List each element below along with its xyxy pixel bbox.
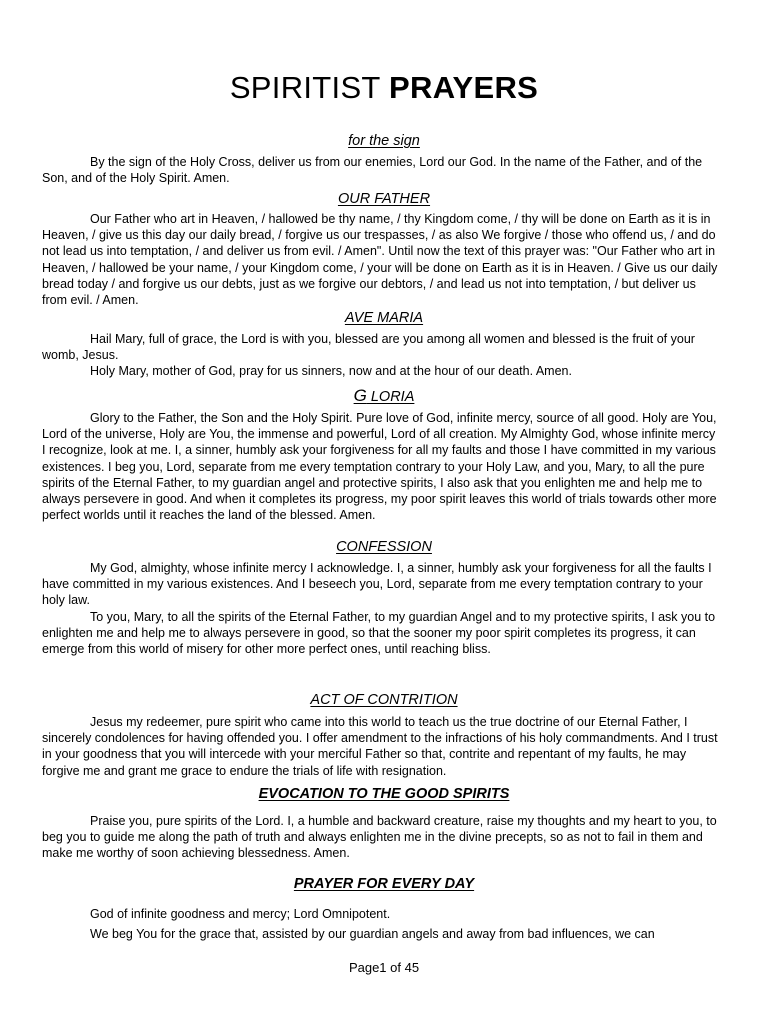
paragraph-text: Glory to the Father, the Son and the Holy Spirit. Pure love of God, infinite mercy, source of all good. Holy are You, Lord of the universe, Holy are You, the immense and powerful, Lord of all creation. My Almighty God, whose infinite mercy I recognize, look at me. I, a sinner, humbly ask your forgiveness for all my faults and those I have committed in my various existences. I beg you, Lord, separate from me every temptation contrary to your Holy Law, and you, Mary, to all the pure spirits of the Eternal Father, to my guardian angel and protective spirits, I also ask that you enlighten me and help me to always persevere in good. And when it completes its progress, my poor spirit leaves this world of trials towards other more perfect worlds until it reaches the land of the blessed. Amen. <box>42 411 717 523</box>
paragraph-text: Hail Mary, full of grace, the Lord is with you, blessed are you among all women and blessed is the fruit of your womb, Jesus. <box>42 332 695 363</box>
heading-rest: LORIA <box>366 389 415 405</box>
paragraph-text: My God, almighty, whose infinite mercy I acknowledge. I, a sinner, humbly ask your forgiveness for all the faults I have committed in my various existences. And I beseech you, Lord, separate from me every temptation contrary to your holy law. <box>42 561 712 608</box>
heading-initial: G <box>353 386 367 405</box>
paragraph-gloria <box>42 410 720 523</box>
heading-gloria <box>0 386 768 406</box>
paragraph-contrition <box>42 714 720 779</box>
paragraph-text: Jesus my redeemer, pure spirit who came into this world to teach us the true doctrine of our Eternal Father, I sincerely condolences for having offended you. I offer amendment to the infractions of his holy commandments. And I trust in your goodness that you will intercede with your merciful Father so that, contrite and repentant of my faults, he may forgive me and grant me grace to endure the trials of life with resignation. <box>42 715 718 778</box>
paragraph-every-day <box>42 904 720 944</box>
paragraph-ave-maria <box>42 331 720 380</box>
paragraph-text: Holy Mary, mother of God, pray for us sinners, now and at the hour of our death. Amen. <box>90 364 572 379</box>
page-title <box>0 70 768 106</box>
title-part-bold: PRAYERS <box>389 70 539 105</box>
paragraph-text: To you, Mary, to all the spirits of the Eternal Father, to my guardian Angel and to my protective spirits, I ask you to enlighten me and help me to always persevere in good, so that the sooner my poor spirit completes its progress, it can emerge from this world of misery for other more perfect ones, until reaching bliss. <box>42 609 716 657</box>
paragraph-our-father <box>42 211 720 308</box>
paragraph-text: By the sign of the Holy Cross, deliver us from our enemies, Lord our God. In the name of the Father, and of the Son, and of the Holy Spirit. Amen. <box>42 155 703 186</box>
paragraph-text: God of infinite goodness and mercy; Lord Omnipotent. <box>90 907 391 921</box>
title-part-regular: SPIRITIST <box>229 70 381 105</box>
paragraph-sign <box>42 154 720 186</box>
paragraph-text: Our Father who art in Heaven, / hallowed be thy name, / thy Kingdom come, / thy will be done on Earth as it is in Heaven, / give us this day our daily bread, / forgive us our trespasses, / as also We forgive / those who offend us, / and do not lead us into temptation, / and deliver us from evil. / Amen". Until now the text of this prayer was: "Our Father who art in Heaven, / hallowed be your name, / your Kingdom come, / your will be done on Earth as it is in Heaven. / Give us our daily bread today / and forgive us our debts, just as we forgive our debtors, / and lead us not into temptation, / but deliver us from evil. / Amen. <box>42 212 718 308</box>
heading-for-the-sign: for the sign <box>348 133 420 149</box>
paragraph-confession <box>42 560 720 657</box>
heading-evocation: EVOCATION TO THE GOOD SPIRITS <box>258 786 510 802</box>
paragraph-evocation <box>42 813 720 862</box>
heading-our-father: OUR FATHER <box>337 191 431 207</box>
heading-ave-maria: AVE MARIA <box>344 310 424 326</box>
heading-prayer-for-every-day: PRAYER FOR EVERY DAY <box>293 876 475 892</box>
paragraph-text: Praise you, pure spirits of the Lord. I, a humble and backward creature, raise my thoughts and my heart to you, to beg you to guide me along the path of truth and always enlighten me in the divine precepts, so as not to fail in them and make me worthy of soon achieving blessedness. Amen. <box>42 814 717 861</box>
heading-act-of-contrition: ACT OF CONTRITION <box>310 692 458 708</box>
page-number: Page1 of 45 <box>348 960 420 975</box>
paragraph-text: We beg You for the grace that, assisted by our guardian angels and away from bad influences, we can <box>90 927 655 941</box>
heading-confession: CONFESSION <box>336 539 432 555</box>
